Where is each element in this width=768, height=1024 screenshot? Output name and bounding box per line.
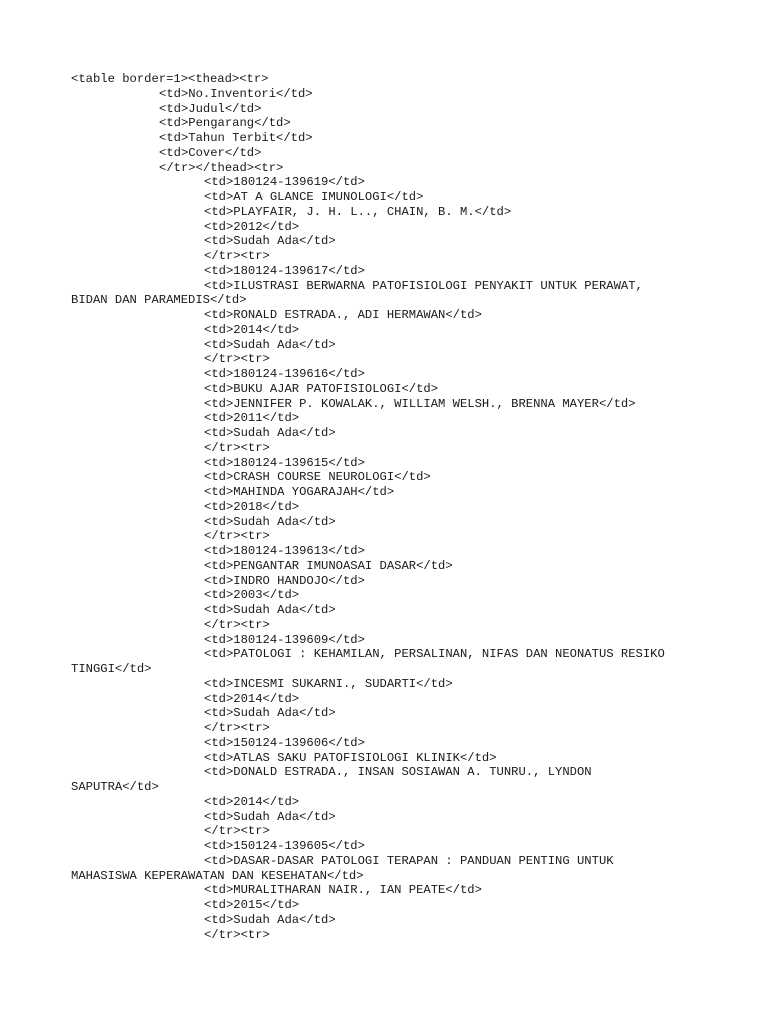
document-line: <td>Judul</td> [159,101,262,116]
document-line: <td>MAHINDA YOGARAJAH</td> [204,485,395,499]
document-line: <td>180124-139617</td> [204,263,365,278]
document-line: <td>ILUSTRASI BERWARNA PATOFISIOLOGI PENYAKIT UNTUK PERAWAT, [204,278,643,293]
document-line: <td>BUKU AJAR PATOFISIOLOGI</td> [204,381,439,396]
document-line: <td>2014</td> [204,794,300,809]
document-line: <td>AT A GLANCE IMUNOLOGI</td> [204,190,424,204]
document-line: <td>180124-139619</td> [204,175,365,190]
document-line: <td>JENNIFER P. KOWALAK., WILLIAM WELSH., BRENNA MAYER</td> [204,396,636,411]
document-line: <td>150124-139605</td> [204,839,365,853]
document-line: <td>RONALD ESTRADA., ADI HERMAWAN</td> [204,308,482,322]
document-line: <td>Sudah Ada</td> [204,234,336,249]
document-line: <td>No.Inventori</td> [159,86,313,101]
document-line: <td>INCESMI SUKARNI., SUDARTI</td> [204,676,453,691]
document-line: <td>DASAR-DASAR PATOLOGI TERAPAN : PANDUAN PENTING UNTUK [204,853,614,868]
document-line: <td>180124-139616</td> [204,367,365,381]
document-line: <td>CRASH COURSE NEUROLOGI</td> [204,470,431,485]
document-line: <td>180124-139613</td> [204,544,365,558]
document-line: <td>Sudah Ada</td> [204,337,336,352]
document-line: <td>Sudah Ada</td> [204,809,336,824]
document-line: <td>2014</td> [204,322,300,337]
document-line: <td>Sudah Ada</td> [204,603,336,617]
document-line: <td>Sudah Ada</td> [204,514,336,529]
document-line: </tr><tr> [204,617,270,632]
document-line: <td>Tahun Terbit</td> [159,131,313,145]
document-line: </tr><tr> [204,352,270,367]
document-line: </tr><tr> [204,927,270,942]
document-line: <td>180124-139609</td> [204,632,365,647]
document-line: <td>2003</td> [204,588,300,603]
document-line: <td>PLAYFAIR, J. H. L.., CHAIN, B. M.</td> [204,204,512,219]
document-line: <td>2012</td> [204,219,300,234]
document-line: <td>2011</td> [204,411,300,426]
document-line: BIDAN DAN PARAMEDIS</td> [71,293,247,308]
document-line: <td>PENGANTAR IMUNOASAI DASAR</td> [204,558,453,573]
document-line: </tr><tr> [204,249,270,263]
document-line: </tr><tr> [204,440,270,455]
document-line: <td>Sudah Ada</td> [204,706,336,721]
document-line: </tr></thead><tr> [159,160,284,175]
document-line: <td>DONALD ESTRADA., INSAN SOSIAWAN A. TUNRU., LYNDON [204,765,592,780]
document-line: <td>Sudah Ada</td> [204,426,336,440]
document-line: <td>180124-139615</td> [204,455,365,470]
document-line: TINGGI</td> [71,662,152,676]
document-line: MAHASISWA KEPERAWATAN DAN KESEHATAN</td> [71,868,364,883]
document-text-block [71,72,691,942]
document-line: <td>MURALITHARAN NAIR., IAN PEATE</td> [204,883,482,898]
document-line: <td>2015</td> [204,898,300,912]
document-line: SAPUTRA</td> [71,780,159,794]
document-line: <td>2018</td> [204,499,300,514]
document-line: <td>PATOLOGI : KEHAMILAN, PERSALINAN, NIFAS DAN NEONATUS RESIKO [204,647,665,662]
document-line: </tr><tr> [204,721,270,735]
document-line: <td>Sudah Ada</td> [204,912,336,927]
document-line: <td>Pengarang</td> [159,116,291,131]
document-line: <td>INDRO HANDOJO</td> [204,573,365,588]
document-line: <td>Cover</td> [159,145,262,160]
document-line: </tr><tr> [204,824,270,839]
document-line: <td>150124-139606</td> [204,735,365,750]
document-line: <table border=1><thead><tr> [71,72,269,86]
document-line: <td>ATLAS SAKU PATOFISIOLOGI KLINIK</td> [204,750,497,765]
document-line: </tr><tr> [204,529,270,544]
document-line: <td>2014</td> [204,691,300,706]
